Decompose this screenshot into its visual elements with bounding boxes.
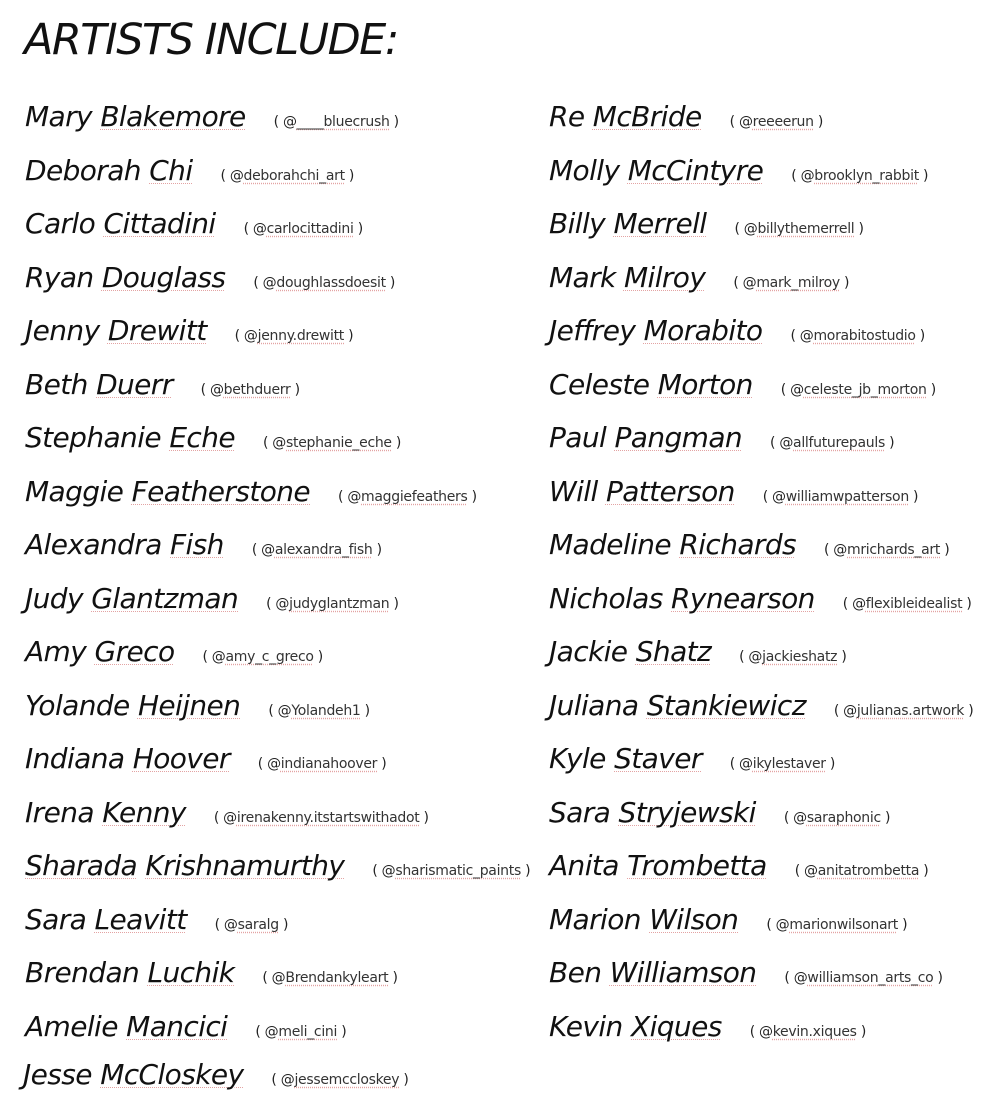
artist-name	[25, 261, 225, 294]
artist-handle: ( @amy_c_greco )	[202, 649, 323, 665]
instagram-handle-link[interactable]: saraphonic	[806, 809, 881, 826]
artist-row	[549, 895, 1004, 949]
artist-row	[25, 948, 505, 1002]
artist-last-name: Pangman	[614, 421, 743, 454]
artist-last-name: Patterson	[605, 474, 735, 508]
artist-last-name: McCintyre	[627, 153, 764, 187]
artist-handle: ( @deborahchi_art )	[220, 167, 355, 184]
artist-row	[25, 1002, 505, 1056]
instagram-handle-link[interactable]: mrichards_art	[847, 542, 941, 558]
artist-handle: ( @flexibleidealist )	[842, 595, 972, 612]
artist-first-name: Mark	[549, 260, 616, 294]
instagram-handle-link[interactable]: jessemccloskey	[294, 1072, 400, 1088]
artist-row	[25, 627, 505, 681]
artist-row	[25, 467, 505, 521]
instagram-handle-link[interactable]: ____bluecrush	[296, 114, 390, 130]
artist-last-name: Luchik	[147, 956, 235, 989]
artist-last-name: Stankiewicz	[646, 688, 806, 722]
artist-handle: ( @maggiefeathers )	[338, 488, 477, 505]
artist-first-name: Madeline	[549, 528, 672, 561]
artist-row	[549, 734, 1004, 788]
artist-list-right	[549, 92, 1004, 1055]
artist-last-name: Drewitt	[107, 314, 207, 347]
artist-last-name: Blakemore	[100, 100, 246, 133]
instagram-handle-link[interactable]: doughlassdoesit	[276, 274, 386, 291]
instagram-handle-link[interactable]: julianas.artwork	[856, 702, 965, 719]
artist-handle: ( @Yolandeh1 )	[268, 702, 370, 719]
artist-name	[25, 796, 186, 829]
artist-name	[549, 207, 706, 240]
artist-last-name: McCloskey	[100, 1058, 244, 1091]
artist-handle: ( @Brendankyleart )	[262, 970, 398, 986]
artist-handle: ( @carlocittadini )	[243, 221, 363, 237]
artist-first-name: Amelie	[25, 1009, 118, 1043]
artist-last-name: Eche	[169, 421, 235, 454]
artist-last-name: Milroy	[623, 260, 706, 294]
artist-name	[25, 154, 193, 187]
artist-row	[25, 841, 531, 895]
artist-handle: ( @julianas.artwork )	[833, 702, 974, 719]
artist-row	[549, 788, 1004, 842]
artist-last-name: Cittadini	[103, 207, 216, 240]
artist-row	[549, 413, 1004, 467]
page-title: ARTISTS INCLUDE:	[24, 15, 398, 65]
artist-name	[25, 582, 238, 615]
instagram-handle-link[interactable]: celeste_jb_morton	[803, 381, 927, 398]
artist-last-name: Morton	[657, 367, 753, 401]
artist-first-name: Deborah	[25, 153, 141, 187]
artist-handle: ( @allfuturepauls )	[770, 435, 895, 451]
artist-first-name: Anita	[549, 849, 619, 882]
artist-handle: ( @mark_milroy )	[733, 274, 850, 291]
artist-first-name: Jackie	[549, 635, 628, 668]
artist-handle: ( @billythemerrell )	[734, 221, 864, 237]
artist-handle: ( @jackieshatz )	[739, 649, 847, 665]
instagram-handle-link[interactable]: meli_cini	[278, 1023, 338, 1040]
instagram-handle-link[interactable]: williamson_arts_co	[807, 970, 934, 986]
artist-name	[25, 956, 234, 989]
artist-row	[25, 413, 505, 467]
artist-name	[549, 475, 735, 508]
artist-row	[25, 146, 505, 200]
artist-name	[25, 903, 187, 936]
artist-row	[25, 253, 505, 307]
artist-first-name: Yolande	[25, 688, 130, 722]
artist-last-name: Leavitt	[94, 902, 187, 936]
artist-row	[549, 467, 1004, 521]
artist-row	[549, 306, 1004, 360]
artist-last-name: Glantzman	[91, 581, 239, 615]
artist-name	[549, 582, 815, 615]
artist-first-name: Billy	[549, 207, 606, 240]
artist-name	[549, 368, 753, 401]
artist-name	[25, 368, 173, 401]
artist-name	[549, 849, 767, 882]
artist-handle: ( @morabitostudio )	[790, 328, 925, 344]
instagram-handle-link[interactable]: sharismatic_paints	[395, 863, 521, 879]
artist-last-name: Stryjewski	[618, 795, 756, 829]
artist-name	[25, 742, 230, 775]
artist-name	[549, 314, 762, 347]
artist-row	[25, 681, 505, 735]
artist-name	[23, 1058, 243, 1091]
instagram-handle-link[interactable]: anitatrombetta	[817, 863, 920, 879]
artist-row	[549, 146, 1004, 200]
instagram-handle-link[interactable]: reeeerun	[752, 114, 814, 130]
instagram-handle-link[interactable]: williamwpatterson	[785, 488, 909, 505]
instagram-handle-link[interactable]: morabitostudio	[813, 328, 916, 344]
artist-first-name: Sharada	[25, 849, 138, 882]
artist-first-name: Molly	[549, 153, 620, 187]
artist-name	[25, 475, 310, 508]
artist-handle: ( @jenny.drewitt )	[234, 328, 354, 344]
artist-first-name: Nicholas	[549, 581, 663, 615]
artist-last-name: Hoover	[132, 742, 230, 775]
artist-name	[549, 421, 742, 454]
artist-last-name: Douglass	[101, 260, 226, 294]
artist-name	[25, 100, 246, 133]
artist-last-name: Fish	[170, 528, 224, 561]
artist-first-name: Amy	[25, 635, 87, 668]
instagram-handle-link[interactable]: Yolandeh1	[291, 702, 361, 719]
artist-name	[549, 154, 763, 187]
artist-first-name: Stephanie	[25, 421, 162, 454]
artist-last-name: Heijnen	[137, 688, 241, 722]
artist-last-name: Krishnamurthy	[145, 849, 345, 882]
artist-handle: ( @anitatrombetta )	[794, 863, 929, 879]
artist-last-name: Richards	[679, 528, 796, 561]
artist-name	[549, 903, 738, 936]
artist-row	[549, 199, 1004, 253]
instagram-handle-link[interactable]: brooklyn_rabbit	[814, 167, 919, 184]
artist-handle: ( @reeeerun )	[729, 114, 823, 130]
artist-handle: ( @mrichards_art )	[823, 542, 950, 558]
artist-row	[25, 734, 505, 788]
artist-row	[25, 895, 505, 949]
artist-handle: ( @judyglantzman )	[266, 595, 399, 612]
instagram-handle-link[interactable]: amy_c_greco	[225, 649, 314, 665]
artist-last-name: Merrell	[613, 207, 707, 240]
artist-handle: ( @____bluecrush )	[273, 114, 399, 130]
artist-row	[549, 627, 1004, 681]
artist-last-name: Duerr	[96, 367, 173, 401]
artist-last-name: Trombetta	[627, 849, 767, 882]
instagram-handle-link[interactable]: carlocittadini	[266, 221, 354, 237]
artist-row	[25, 520, 505, 574]
artist-handle: ( @irenakenny.itstartswithadot )	[213, 809, 429, 826]
artist-name	[25, 689, 240, 722]
artist-first-name: Indiana	[25, 742, 125, 775]
artist-last-name: Staver	[614, 742, 702, 775]
instagram-handle-link[interactable]: judyglantzman	[289, 595, 390, 612]
artist-row	[549, 360, 1004, 414]
artist-name	[549, 261, 705, 294]
artist-row	[25, 306, 505, 360]
artist-first-name: Celeste	[549, 367, 650, 401]
artist-first-name: Brendan	[25, 956, 140, 989]
instagram-handle-link[interactable]: deborahchi_art	[243, 167, 345, 184]
artist-handle: ( @ikylestaver )	[729, 756, 836, 772]
artist-last-name: Chi	[149, 153, 193, 187]
artist-row	[25, 199, 505, 253]
instagram-handle-link[interactable]: Brendankyleart	[285, 970, 389, 986]
instagram-handle-link[interactable]: stephanie_eche	[286, 435, 392, 451]
artist-first-name: Sara	[549, 795, 611, 829]
artist-name	[549, 689, 806, 722]
instagram-handle-link[interactable]: marionwilsonart	[789, 916, 898, 933]
instagram-handle-link[interactable]: flexibleidealist	[865, 595, 963, 612]
instagram-handle-link[interactable]: maggiefeathers	[361, 488, 468, 505]
artist-first-name: Maggie	[25, 474, 124, 508]
artist-first-name: Sara	[25, 902, 87, 936]
artist-handle: ( @stephanie_eche )	[263, 435, 402, 451]
artist-name	[25, 314, 207, 347]
instagram-handle-link[interactable]: billythemerrell	[757, 221, 855, 237]
artist-first-name: Irena	[25, 795, 94, 829]
artist-first-name: Alexandra	[25, 528, 162, 561]
instagram-handle-link[interactable]: jackieshatz	[762, 649, 838, 665]
artist-handle: ( @sharismatic_paints )	[372, 863, 531, 879]
artist-last-name: Williamson	[609, 956, 757, 989]
instagram-handle-link[interactable]: irenakenny.itstartswithadot	[236, 809, 420, 826]
artist-name	[549, 796, 756, 829]
artist-list-extra	[23, 1050, 409, 1104]
artist-last-name: Morabito	[643, 314, 763, 347]
artist-handle: ( @williamwpatterson )	[762, 488, 919, 505]
artist-row	[549, 841, 1004, 895]
artist-handle: ( @saralg )	[214, 916, 289, 933]
artist-last-name: Rynearson	[671, 581, 815, 615]
instagram-handle-link[interactable]: kevin.xiques	[772, 1023, 857, 1040]
artist-first-name: Will	[549, 474, 598, 508]
artist-first-name: Kyle	[549, 742, 606, 775]
artist-row	[549, 574, 1004, 628]
artist-name	[549, 100, 702, 133]
artist-name	[25, 207, 216, 240]
artist-first-name: Mary	[25, 100, 92, 133]
artist-name	[549, 635, 711, 668]
artist-row	[549, 948, 1004, 1002]
artist-last-name: McBride	[592, 100, 702, 133]
artist-handle: ( @kevin.xiques )	[749, 1023, 866, 1040]
artist-row	[549, 520, 1004, 574]
artist-row	[25, 574, 505, 628]
artist-last-name: Greco	[94, 635, 175, 668]
artist-row	[23, 1050, 409, 1104]
artist-name	[25, 421, 235, 454]
artist-name	[549, 528, 796, 561]
artist-last-name: Mancici	[126, 1009, 228, 1043]
artist-row	[25, 360, 505, 414]
artist-first-name: Jenny	[25, 314, 100, 347]
artist-first-name: Kevin	[549, 1009, 623, 1043]
artist-name	[25, 528, 224, 561]
artist-row	[549, 681, 1004, 735]
artist-row	[549, 1002, 1004, 1056]
artist-first-name: Jesse	[23, 1058, 92, 1091]
artist-name	[549, 742, 702, 775]
artist-handle: ( @doughlassdoesit )	[253, 274, 396, 291]
instagram-handle-link[interactable]: indianahoover	[280, 756, 378, 772]
artist-name	[549, 956, 756, 989]
instagram-handle-link[interactable]: bethduerr	[223, 381, 291, 398]
artist-first-name: Paul	[549, 421, 607, 454]
artist-handle: ( @celeste_jb_morton )	[780, 381, 936, 398]
artist-last-name: Xiques	[631, 1009, 722, 1043]
instagram-handle-link[interactable]: alexandra_fish	[274, 542, 373, 558]
instagram-handle-link[interactable]: ikylestaver	[752, 756, 826, 772]
artist-first-name: Marion	[549, 902, 641, 936]
artist-name	[25, 635, 174, 668]
instagram-handle-link[interactable]: mark_milroy	[756, 274, 840, 291]
artist-handle: ( @meli_cini )	[255, 1023, 347, 1040]
artist-handle: ( @bethduerr )	[200, 381, 300, 398]
artist-last-name: Wilson	[649, 902, 739, 936]
artist-first-name: Juliana	[549, 688, 639, 722]
artist-first-name: Ben	[549, 956, 602, 989]
artist-row	[25, 92, 505, 146]
artist-handle: ( @alexandra_fish )	[251, 542, 382, 558]
artist-first-name: Carlo	[25, 207, 96, 240]
artist-first-name: Ryan	[25, 260, 94, 294]
instagram-handle-link[interactable]: jenny.drewitt	[257, 328, 344, 344]
artist-last-name: Shatz	[635, 635, 712, 668]
artist-handle: ( @brooklyn_rabbit )	[791, 167, 929, 184]
artist-name	[25, 849, 344, 882]
artist-row	[25, 788, 505, 842]
artist-name	[25, 1010, 227, 1043]
artist-handle: ( @williamson_arts_co )	[784, 970, 943, 986]
artist-first-name: Re	[549, 100, 585, 133]
artist-row	[549, 92, 1004, 146]
artist-first-name: Judy	[25, 581, 83, 615]
artist-handle: ( @marionwilsonart )	[766, 916, 908, 933]
artist-last-name: Featherstone	[131, 474, 311, 508]
artist-handle: ( @jessemccloskey )	[271, 1072, 409, 1088]
artist-name	[549, 1010, 722, 1043]
instagram-handle-link[interactable]: saralg	[237, 916, 279, 933]
artist-row	[549, 253, 1004, 307]
artist-list-left	[25, 92, 531, 1055]
artist-handle: ( @saraphonic )	[783, 809, 891, 826]
artist-first-name: Beth	[25, 367, 88, 401]
artist-last-name: Kenny	[102, 795, 186, 829]
artist-handle: ( @indianahoover )	[257, 756, 387, 772]
artist-first-name: Jeffrey	[549, 314, 636, 347]
instagram-handle-link[interactable]: allfuturepauls	[793, 435, 885, 451]
